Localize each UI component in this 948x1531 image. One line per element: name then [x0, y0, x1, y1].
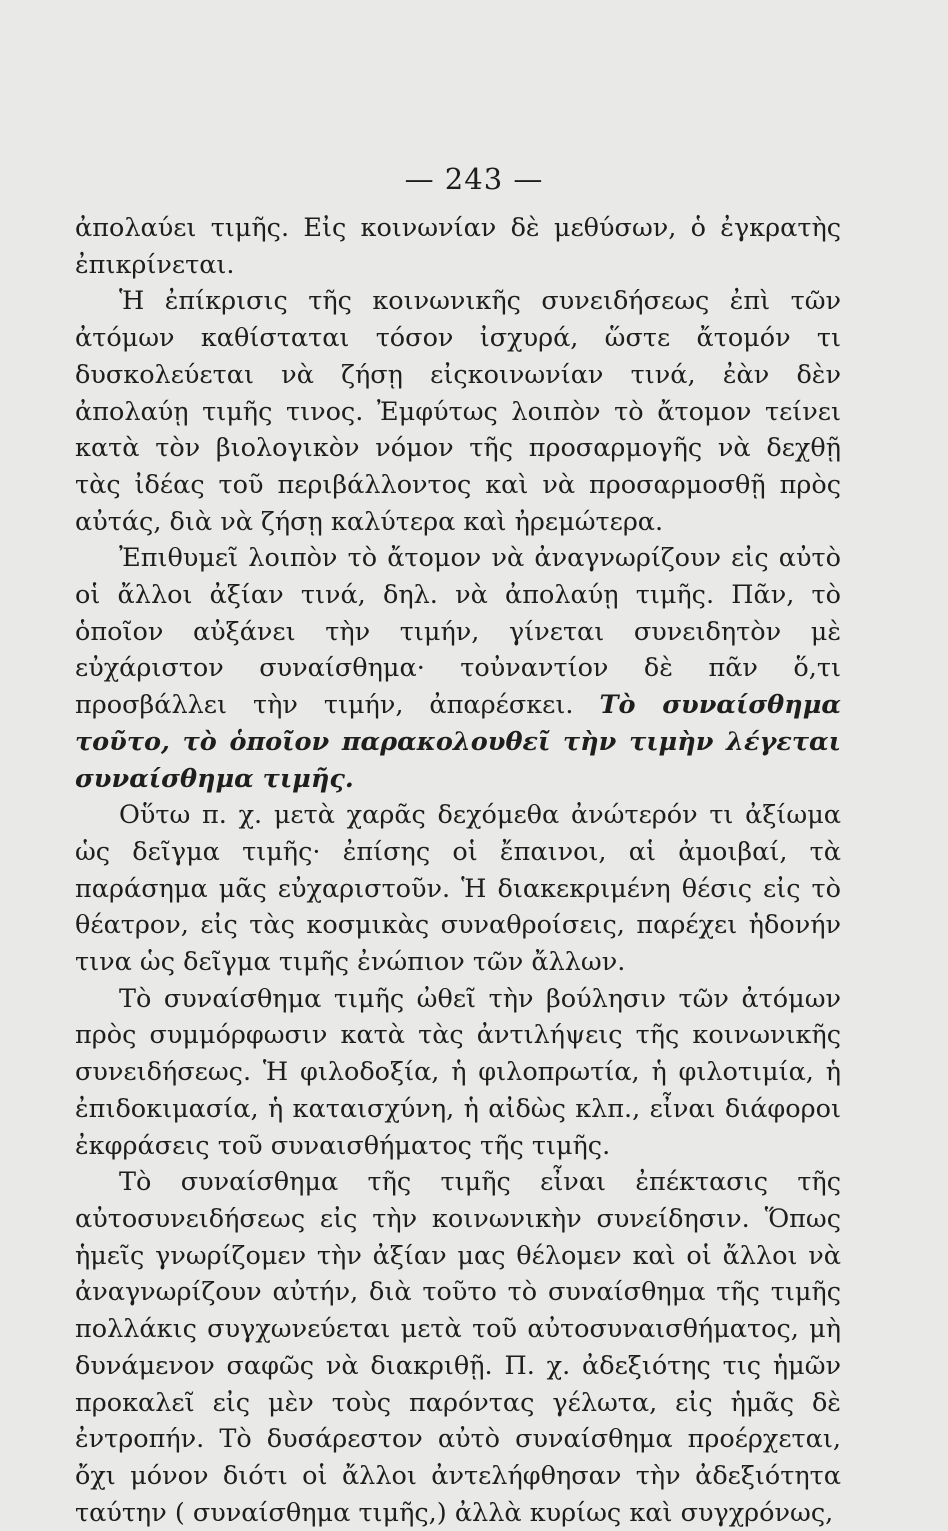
text-run: Ἡ ἐπίκρισις τῆς κοινωνικῆς συνειδήσεως ἐπὶ τῶν ἀτόμων καθίσταται τόσον ἰσχυρά, ὥστε ἄτομόν τι δυσκολεύεται νὰ ζήσῃ εἰςκοινωνίαν τινά, ἐὰν δὲν ἀπολαύῃ τιμῆς τινος. Ἐμφύτως λοιπὸν τὸ ἄτομον τείνει κατὰ τὸν βιολογικὸν νόμον τῆς προσαρμογῆς νὰ δεχθῇ τὰς ἰδέας τοῦ περιβάλλοντος καὶ νὰ προσαρμοσθῇ πρὸς αὐτάς, διὰ νὰ ζήσῃ καλύτερα καὶ ἠρεμώτερα.	[75, 286, 841, 537]
page-number: — 243 —	[404, 162, 544, 196]
text-run: ἀπολαύει τιμῆς. Εἰς κοινωνίαν δὲ μεθύσων, ὁ ἐγκρατὴς ἐπικρίνεται.	[75, 213, 841, 280]
text-run: Οὕτω π. χ. μετὰ χαρᾶς δεχόμεθα ἀνώτερόν τι ἀξίωμα ὡς δεῖγμα τιμῆς· ἐπίσης οἱ ἔπαινοι, αἱ ἀμοιβαί, τὰ παράσημα μᾶς εὐχαριστοῦν. Ἡ διακεκριμένη θέσις εἰς τὸ θέατρον, εἰς τὰς κοσμικὰς συναθροίσεις, παρέχει ἡδονήν τινα ὡς δεῖγμα τιμῆς ἐνώπιον τῶν ἄλλων.	[75, 800, 841, 978]
paragraph	[75, 797, 841, 981]
text-run: Ἐπιθυμεῖ λοιπὸν τὸ ἄτομον νὰ ἀναγνωρίζουν εἰς αὐτὸ οἱ ἄλλοι ἀξίαν τινά, δηλ. νὰ ἀπολαύῃ τιμῆς. Πᾶν, τὸ ὁποῖον αὐξάνει τὴν τιμήν, γίνεται συνειδητὸν μὲ εὐχάριστον συναίσθημα· τοὐναντίον δὲ πᾶν ὅ,τι προσβάλλει τὴν τιμήν, ἀπαρέσκει.	[75, 543, 841, 721]
emphasized-definition: Τὸ συναίσθημα τοῦτο, τὸ ὁποῖον παρακολουθεῖ τὴν τιμὴν λέγεται συναίσθημα τιμῆς.	[75, 690, 841, 794]
paragraph	[75, 1164, 841, 1531]
body-text	[75, 210, 841, 1531]
paragraph	[75, 283, 841, 540]
text-run: Τὸ συναίσθημα τῆς τιμῆς εἶναι ἐπέκτασις τῆς αὐτοσυνειδήσεως εἰς τὴν κοινωνικὴν συνείδησιν. Ὅπως ἡμεῖς γνωρίζομεν τὴν ἀξίαν μας θέλομεν καὶ οἱ ἄλλοι νὰ ἀναγνωρίζουν αὐτήν, διὰ τοῦτο τὸ συναίσθημα τῆς τιμῆς πολλάκις συγχωνεύεται μετὰ τοῦ αὐτοσυναισθήματος, μὴ δυνάμενον σαφῶς νὰ διακριθῇ. Π. χ. ἀδεξιότης τις ἡμῶν προκαλεῖ εἰς μὲν τοὺς παρόντας γέλωτα, εἰς ἡμᾶς δὲ ἐντροπήν. Τὸ δυσάρεστον αὐτὸ συναίσθημα προέρχεται, ὄχι μόνον διότι οἱ ἄλλοι ἀντελήφθησαν τὴν ἀδεξιότητα ταύτην ( συναίσθημα τιμῆς,) ἀλλὰ κυρίως καὶ συγχρόνως,	[75, 1167, 841, 1528]
paragraph	[75, 210, 841, 283]
paragraph	[75, 981, 841, 1165]
text-run: Τὸ συναίσθημα τιμῆς ὠθεῖ τὴν βούλησιν τῶν ἀτόμων πρὸς συμμόρφωσιν κατὰ τὰς ἀντιλήψεις τῆς κοινωνικῆς συνειδήσεως. Ἡ φιλοδοξία, ἡ φιλοπρωτία, ἡ φιλοτιμία, ἡ ἐπιδοκιμασία, ἡ καταισχύνη, ἡ αἰδὼς κλπ., εἶναι διάφοροι ἐκφράσεις τοῦ συναισθήματος τῆς τιμῆς.	[75, 983, 841, 1161]
paragraph	[75, 540, 841, 797]
